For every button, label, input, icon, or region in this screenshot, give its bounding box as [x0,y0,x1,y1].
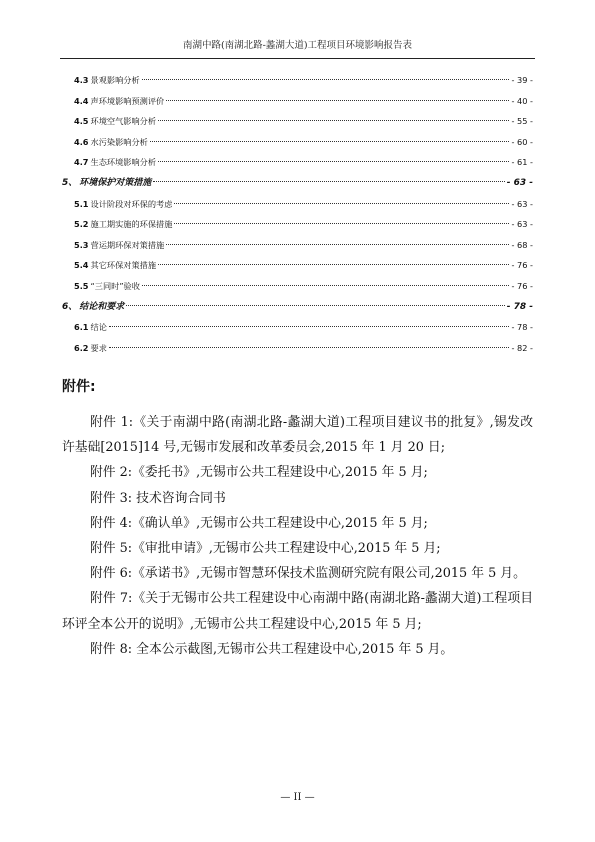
attachment-item: 附件 4:《确认单》,无锡市公共工程建设中心,2015 年 5 月; [90,515,428,531]
toc-leader-dots [142,79,510,80]
toc-entry-label: 营运期环保对策措施 [90,239,165,250]
toc-entry-page: - 78 - [511,322,533,333]
toc-entry-label: “三同时”验收 [90,280,140,291]
toc-entry-label: 设计阶段对环保的考虑 [90,198,173,209]
toc-entry[interactable] [62,152,533,173]
toc-entry-label: 景观影响分析 [90,75,140,85]
toc-entry-page: - 55 - [511,116,533,127]
toc-entry-number: 4.7 [74,157,89,168]
toc-leader-dots [150,141,510,142]
toc-entry[interactable] [62,276,533,297]
toc-leader-dots [126,305,504,306]
toc-entry-label: 环境保护对策措施 [79,177,152,188]
page-number: — II — [280,792,315,803]
toc-entry[interactable] [62,194,533,215]
attachment-item: 附件 6:《承诺书》,无锡市智慧环保技术监测研究院有限公司,2015 年 5 月。 [90,566,526,582]
toc-entry[interactable] [62,132,533,153]
toc-entry[interactable] [62,317,533,338]
page-header [60,38,535,59]
toc-entry-number: 4.3 [74,75,89,85]
toc-entry-page: - 40 - [511,95,533,106]
toc-entry-label: 生态环境影响分析 [90,157,157,168]
toc-leader-dots [158,264,509,265]
toc-entry-number: 5.2 [74,219,89,230]
toc-leader-dots [174,223,509,224]
toc-entry-number: 4.6 [74,136,89,147]
toc-entry-label: 结论 [90,322,107,333]
toc-entry-number: 5、 [62,177,78,188]
toc-entry[interactable] [62,91,533,112]
toc-entry-page: - 61 - [511,157,533,168]
toc-entry-label: 结论和要求 [79,301,125,312]
toc-entry-number: 6.2 [74,342,89,353]
toc-leader-dots [142,285,510,286]
toc-leader-dots [109,326,510,327]
toc-entry[interactable] [62,70,533,91]
toc-leader-dots [153,181,504,182]
toc-entry[interactable] [62,235,533,256]
toc-entry-label: 施工期实施的环保措施 [90,219,173,230]
header-title: 南湖中路(南湖北路-蠡湖大道)工程项目环境影响报告表 [182,40,413,51]
toc-entry-page: - 63 - [506,177,533,188]
attachment-item: 附件 5:《审批申请》,无锡市公共工程建设中心,2015 年 5 月; [90,541,441,557]
toc-entry-number: 5.3 [74,239,89,250]
toc-leader-dots [166,244,509,245]
toc-entry-page: - 63 - [511,219,533,230]
toc-entry-number: 5.1 [74,198,89,209]
toc-entry-label: 要求 [90,342,107,353]
toc-entry-page: - 63 - [511,198,533,209]
toc-entry[interactable] [62,173,533,194]
attachments-list [62,410,533,662]
toc-entry-page: - 82 - [511,342,533,353]
toc-entry-label: 其它环保对策措施 [90,260,157,271]
toc-entry[interactable] [62,214,533,235]
toc-leader-dots [109,347,510,348]
toc-entry[interactable] [62,255,533,276]
attachment-item: 附件 7:《关于无锡市公共工程建设中心南湖中路(南湖北路-蠡湖大道)工程项目环评全本公开的说明》,无锡市公共工程建设中心,2015 年 5 月; [62,591,533,632]
toc-leader-dots [174,203,509,204]
toc-leader-dots [158,120,509,121]
toc-entry-number: 6.1 [74,322,89,333]
toc-entry-number: 5.4 [74,260,89,271]
attachment-item: 附件 8: 全本公示截图,无锡市公共工程建设中心,2015 年 5 月。 [90,641,454,657]
toc-leader-dots [166,100,509,101]
toc-entry-number: 6、 [62,301,78,312]
attachment-item: 附件 3: 技术咨询合同书 [90,490,226,506]
toc-entry[interactable] [62,297,533,318]
toc-entry-number: 4.5 [74,116,89,127]
toc-entry-page: - 39 - [511,75,533,85]
toc-leader-dots [158,161,509,162]
toc-entry-page: - 60 - [511,136,533,147]
toc-entry-label: 声环境影响预测评价 [90,95,165,106]
toc-entry-number: 4.4 [74,95,89,106]
toc-entry[interactable] [62,338,533,359]
attachment-item: 附件 1:《关于南湖中路(南湖北路-蠡湖大道)工程项目建议书的批复》,锡发改许基础[2015]14 号,无锡市发展和改革委员会,2015 年 1 月 20 日; [62,415,533,456]
attachment-item: 附件 2:《委托书》,无锡市公共工程建设中心,2015 年 5 月; [90,465,428,481]
toc-entry-page: - 76 - [511,280,533,291]
toc-entry-number: 5.5 [74,280,89,291]
toc-entry-page: - 78 - [506,301,533,312]
toc-entry-page: - 68 - [511,239,533,250]
toc-entry-page: - 76 - [511,260,533,271]
attachments-heading: 附件: [62,379,96,395]
table-of-contents [62,70,533,358]
toc-entry-label: 环境空气影响分析 [90,116,157,127]
toc-entry-label: 水污染影响分析 [90,136,148,147]
toc-entry[interactable] [62,111,533,132]
